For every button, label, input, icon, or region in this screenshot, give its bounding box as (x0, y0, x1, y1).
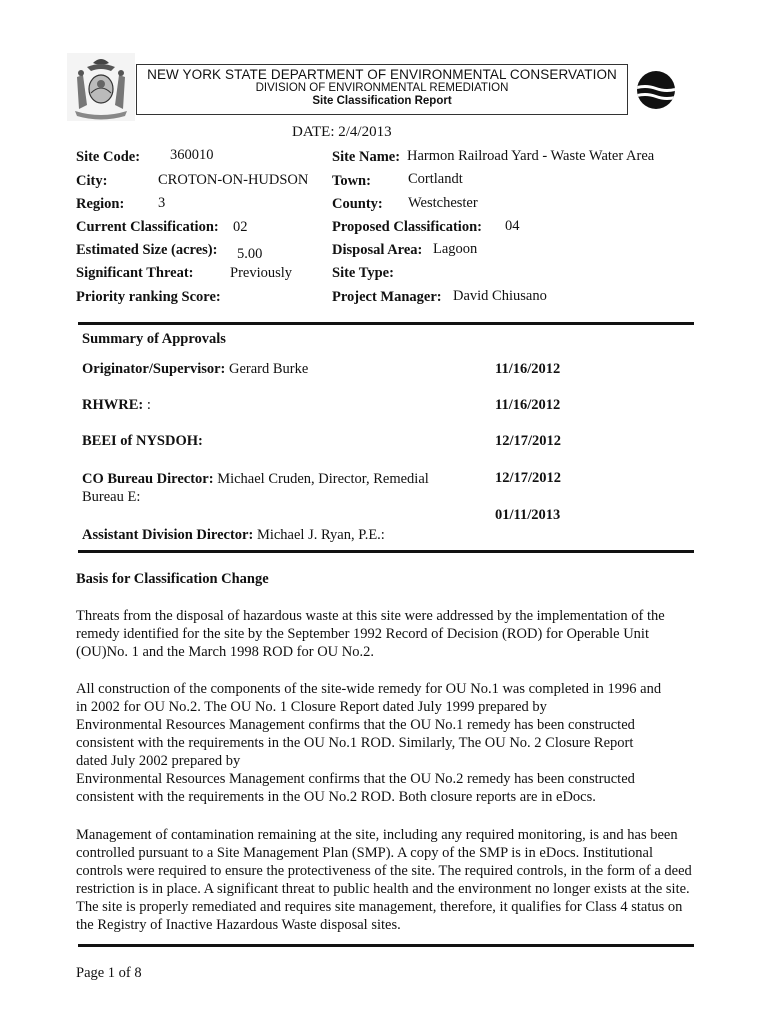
town-label: Town: (332, 173, 371, 189)
approval-label: CO Bureau Director: (82, 471, 214, 487)
paragraph-text: Threats from the disposal of hazardous waste at this site were addressed by the implementation of the remedy identified for the site by the September 1992 Record of Decision (ROD) for Operable Unit (OU)No. 1 and the March 1998 ROD for OU No.2. (76, 608, 665, 660)
approval-date: 01/11/2013 (495, 507, 561, 523)
approval-row-rhwre (82, 397, 151, 414)
department-name: NEW YORK STATE DEPARTMENT OF ENVIRONMENTAL CONSERVATION (147, 67, 617, 82)
divider (78, 944, 694, 947)
paragraph-line: in 2002 for OU No.2. The OU No. 1 Closure Report dated July 1999 prepared by (76, 699, 547, 715)
paragraph-line: consistent with the requirements in the OU No.1 ROD. Similarly, The OU No. 2 Closure Report (76, 735, 634, 751)
county-label: County: (332, 196, 383, 212)
significant-threat-value: Previously (230, 265, 293, 281)
site-code-label: Site Code: (76, 149, 141, 165)
approval-date: 11/16/2012 (495, 361, 561, 377)
estimated-size-value: 5.00 (237, 246, 263, 262)
approval-name-continued: Bureau E: (82, 489, 141, 505)
paragraph-line: All construction of the components of the site-wide remedy for OU No.1 was completed in 1996 and (76, 681, 662, 697)
paragraph-line: Environmental Resources Management confirms that the OU No.1 remedy has been constructed (76, 717, 635, 733)
paragraph-line: Environmental Resources Management confirms that the OU No.2 remedy has been constructed (76, 771, 635, 787)
division-name: DIVISION OF ENVIRONMENTAL REMEDIATION (255, 82, 509, 94)
current-classification-label: Current Classification: (76, 219, 219, 235)
divider (78, 322, 694, 325)
project-manager-label: Project Manager: (332, 289, 442, 305)
approval-row-co-bureau (82, 471, 429, 488)
report-title: Site Classification Report (312, 95, 452, 107)
approval-row-assistant-director (82, 527, 385, 544)
approval-date: 12/17/2012 (495, 433, 562, 449)
approval-name: Michael J. Ryan, P.E.: (256, 527, 385, 543)
city-label: City: (76, 173, 108, 189)
site-name-label: Site Name: (332, 149, 401, 165)
ny-state-seal-icon (67, 53, 135, 121)
approval-label: Assistant Division Director: (82, 527, 254, 543)
approval-label: Originator/Supervisor: (82, 361, 226, 377)
approval-label: BEEI of NYSDOH: (82, 433, 203, 449)
approval-date: 11/16/2012 (495, 397, 561, 413)
approvals-heading: Summary of Approvals (82, 331, 226, 347)
approval-name: Gerard Burke (229, 361, 309, 377)
priority-ranking-label: Priority ranking Score: (76, 289, 221, 305)
region-label: Region: (76, 196, 125, 212)
paragraph-text: Management of contamination remaining at the site, including any required monitoring, is and has been controlled pursuant to a Site Management Plan (SMP). A copy of the SMP is in eDocs. Institutional controls were required to ensure the protectiveness of the site. The required controls, in the form of a deed restriction is in place. A significant threat to public health and the environment no longer exists at the site. The site is properly remediated and requires site management, therefore, it qualifies for Class 4 status on the Registry of Inactive Hazardous Waste disposal sites. (76, 827, 692, 933)
page-number: Page 1 of 8 (76, 965, 142, 981)
divider (78, 550, 694, 553)
report-date: DATE: 2/4/2013 (292, 124, 392, 140)
county-value: Westchester (408, 195, 478, 211)
significant-threat-label: Significant Threat: (76, 265, 194, 281)
proposed-classification-label: Proposed Classification: (332, 219, 482, 235)
estimated-size-label: Estimated Size (acres): (76, 242, 218, 258)
city-value: CROTON-ON-HUDSON (158, 172, 309, 188)
region-value: 3 (158, 195, 166, 211)
dec-logo-icon (634, 68, 678, 112)
basis-heading: Basis for Classification Change (76, 571, 269, 587)
site-name-value: Harmon Railroad Yard - Waste Water Area (407, 148, 655, 164)
approval-date: 12/17/2012 (495, 470, 562, 486)
approval-row-originator (82, 361, 308, 378)
basis-paragraph-2 (76, 680, 694, 806)
site-type-label: Site Type: (332, 265, 394, 281)
town-value: Cortlandt (408, 171, 463, 187)
paragraph-line: dated July 2002 prepared by (76, 753, 241, 769)
current-classification-value: 02 (233, 219, 248, 235)
site-code-value: 360010 (170, 147, 214, 163)
disposal-area-label: Disposal Area: (332, 242, 423, 258)
approval-label: RHWRE: (82, 397, 144, 413)
approval-name: Michael Cruden, Director, Remedial (217, 471, 429, 487)
project-manager-value: David Chiusano (453, 288, 547, 304)
disposal-area-value: Lagoon (433, 241, 478, 257)
report-header (136, 64, 628, 115)
approval-name: : (146, 397, 151, 413)
paragraph-line: consistent with the requirements in the OU No.2 ROD. Both closure reports are in eDocs. (76, 789, 596, 805)
basis-paragraph-3 (76, 826, 694, 934)
basis-paragraph-1 (76, 607, 694, 661)
proposed-classification-value: 04 (505, 218, 520, 234)
approval-row-beei (82, 433, 203, 450)
